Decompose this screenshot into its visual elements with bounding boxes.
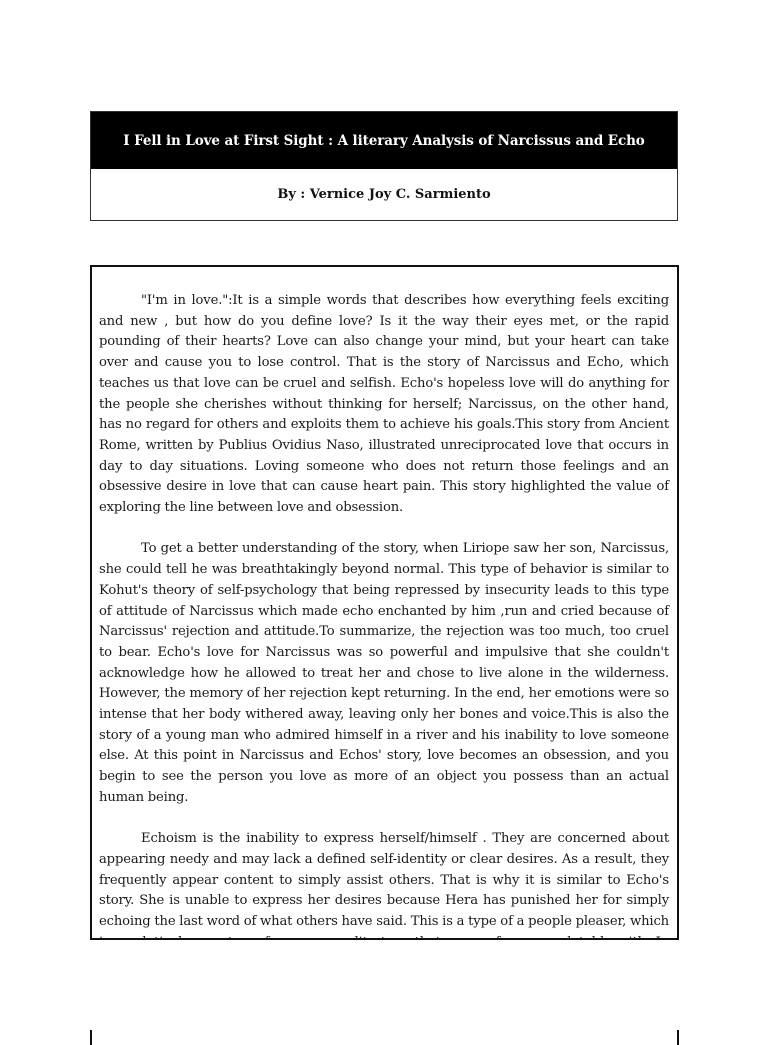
- title-bar: [91, 112, 677, 169]
- page-bottom-margin: [90, 940, 690, 1030]
- author-byline: By : Vernice Joy C. Sarmiento: [277, 187, 491, 202]
- title-table: [90, 111, 678, 221]
- essay-body-box: [90, 265, 679, 1045]
- paragraph-2: To get a better understanding of the story, when Liriope saw her son, Narcissus, she could tell he was breathtakingly beyond normal. This type of behavior is similar to Kohut's theory of self-psychology that being repressed by insecurity leads to this type of attitude of Narcissus which made echo enchanted by him ,run and cried because of Narcissus' rejection and attitude.To summarize, the rejection was too much, too cruel to bear. Echo's love for Narcissus was so powerful and impulsive that she couldn't acknowledge how he allowed to treat her and chose to live alone in the wilderness. However, the memory of her rejection kept returning. In the end, her emotions were so intense that her body withered away, leaving only her bones and voice.This is also the story of a young man who admired himself in a river and his inability to love someone else. At this point in Narcissus and Echos' story, love becomes an obsession, and you begin to see the person you love as more of an object you possess than an actual human being.: [99, 541, 669, 805]
- document-title: I Fell in Love at First Sight : A literary Analysis of Narcissus and Echo: [123, 132, 645, 149]
- paragraph-1: "I'm in love.":It is a simple words that describes how everything feels exciting and new , but how do you define love? Is it the way their eyes met, or the rapid pounding of their hearts? Love can also change your mind, but your heart can take over and cause you to lose control. That is the story of Narcissus and Echo, which teaches us that love can be cruel and selfish. Echo's hopeless love will do anything for the people she cherishes without thinking for herself; Narcissus, on the other hand, has no regard for others and exploits them to achieve his goals.This story from Ancient Rome, written by Publius Ovidius Naso, illustrated unreciprocated love that occurs in day to day situations. Loving someone who does not return those feelings and an obsessive desire in love that can cause heart pain. This story highlighted the value of exploring the line between love and obsession.: [99, 293, 669, 516]
- byline-row: [91, 169, 677, 220]
- body-box-bottom-border: [90, 938, 679, 940]
- paragraph-3: Echoism is the inability to express herself/himself . They are concerned about appearing needy and may lack a defined self-identity or clear desires. As a result, they frequently appear content to simply assist others. That is why it is similar to Echo's story. She is unable to express her desires because Hera has punished her for simply echoing the last word of what others have said. This is a type of a people pleaser, which: [99, 831, 669, 930]
